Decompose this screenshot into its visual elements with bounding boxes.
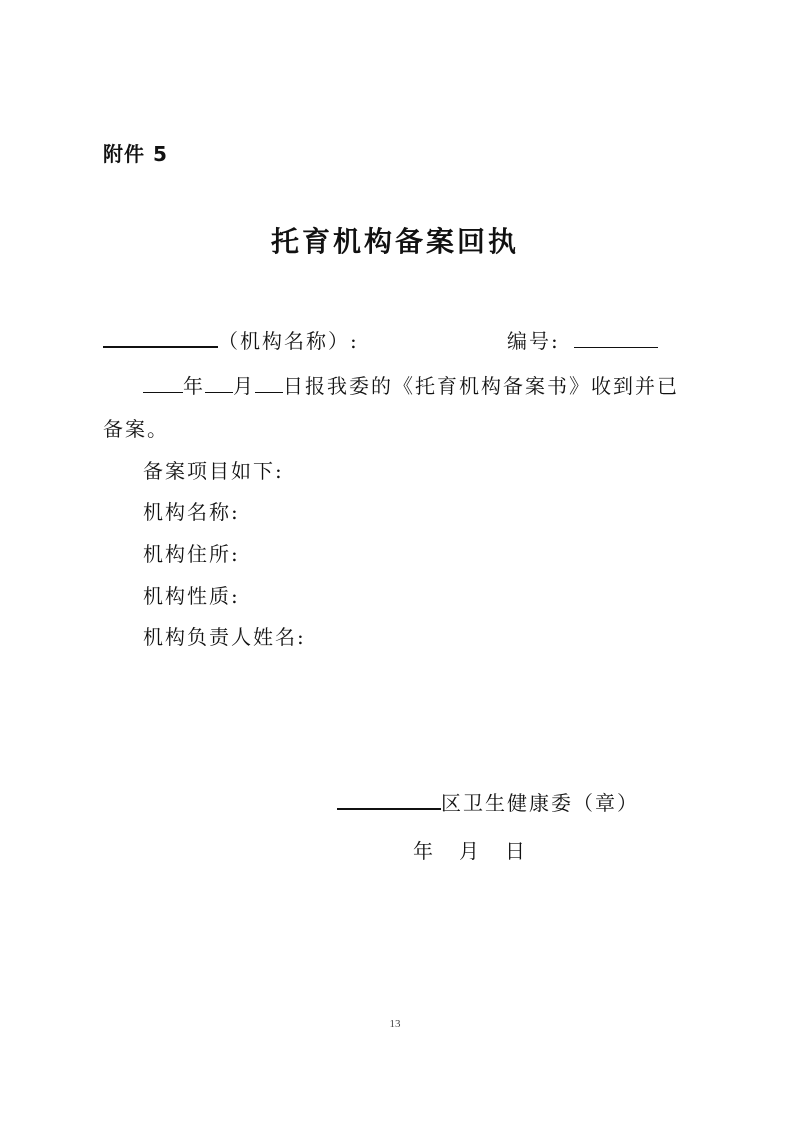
field-organization-nature: 机构性质: xyxy=(143,584,240,608)
issuer-name: 区卫生健康委（章） xyxy=(441,791,639,815)
field-organization-address: 机构住所: xyxy=(143,542,240,566)
items-header: 备案项目如下: xyxy=(143,459,284,483)
month-blank xyxy=(205,391,233,393)
attachment-label: 附件 5 xyxy=(103,142,168,166)
signature-year: 年 xyxy=(413,839,433,863)
signature-month: 月 xyxy=(459,839,479,863)
notice-continuation: 备案。 xyxy=(103,417,169,441)
signature-line xyxy=(337,788,639,818)
document-title: 托育机构备案回执 xyxy=(270,225,519,258)
signature-date xyxy=(413,836,525,866)
field-person-in-charge: 机构负责人姓名: xyxy=(143,625,306,649)
page-number: 13 xyxy=(389,1018,401,1030)
month-unit: 月 xyxy=(233,374,255,398)
day-blank xyxy=(255,391,283,393)
submission-date-line xyxy=(143,371,679,401)
notice-text: 日报我委的《托育机构备案书》收到并已 xyxy=(283,374,679,398)
number-label: 编号: xyxy=(507,329,560,353)
year-blank xyxy=(143,391,183,393)
recipient-suffix: （机构名称）: xyxy=(218,329,359,353)
number-blank xyxy=(574,346,658,348)
field-organization-name: 机构名称: xyxy=(143,500,240,524)
number-line xyxy=(507,326,658,356)
recipient-line xyxy=(103,326,359,356)
organization-name-blank xyxy=(103,345,218,348)
signature-day: 日 xyxy=(505,839,525,863)
district-name-blank xyxy=(337,807,441,810)
year-unit: 年 xyxy=(183,374,205,398)
